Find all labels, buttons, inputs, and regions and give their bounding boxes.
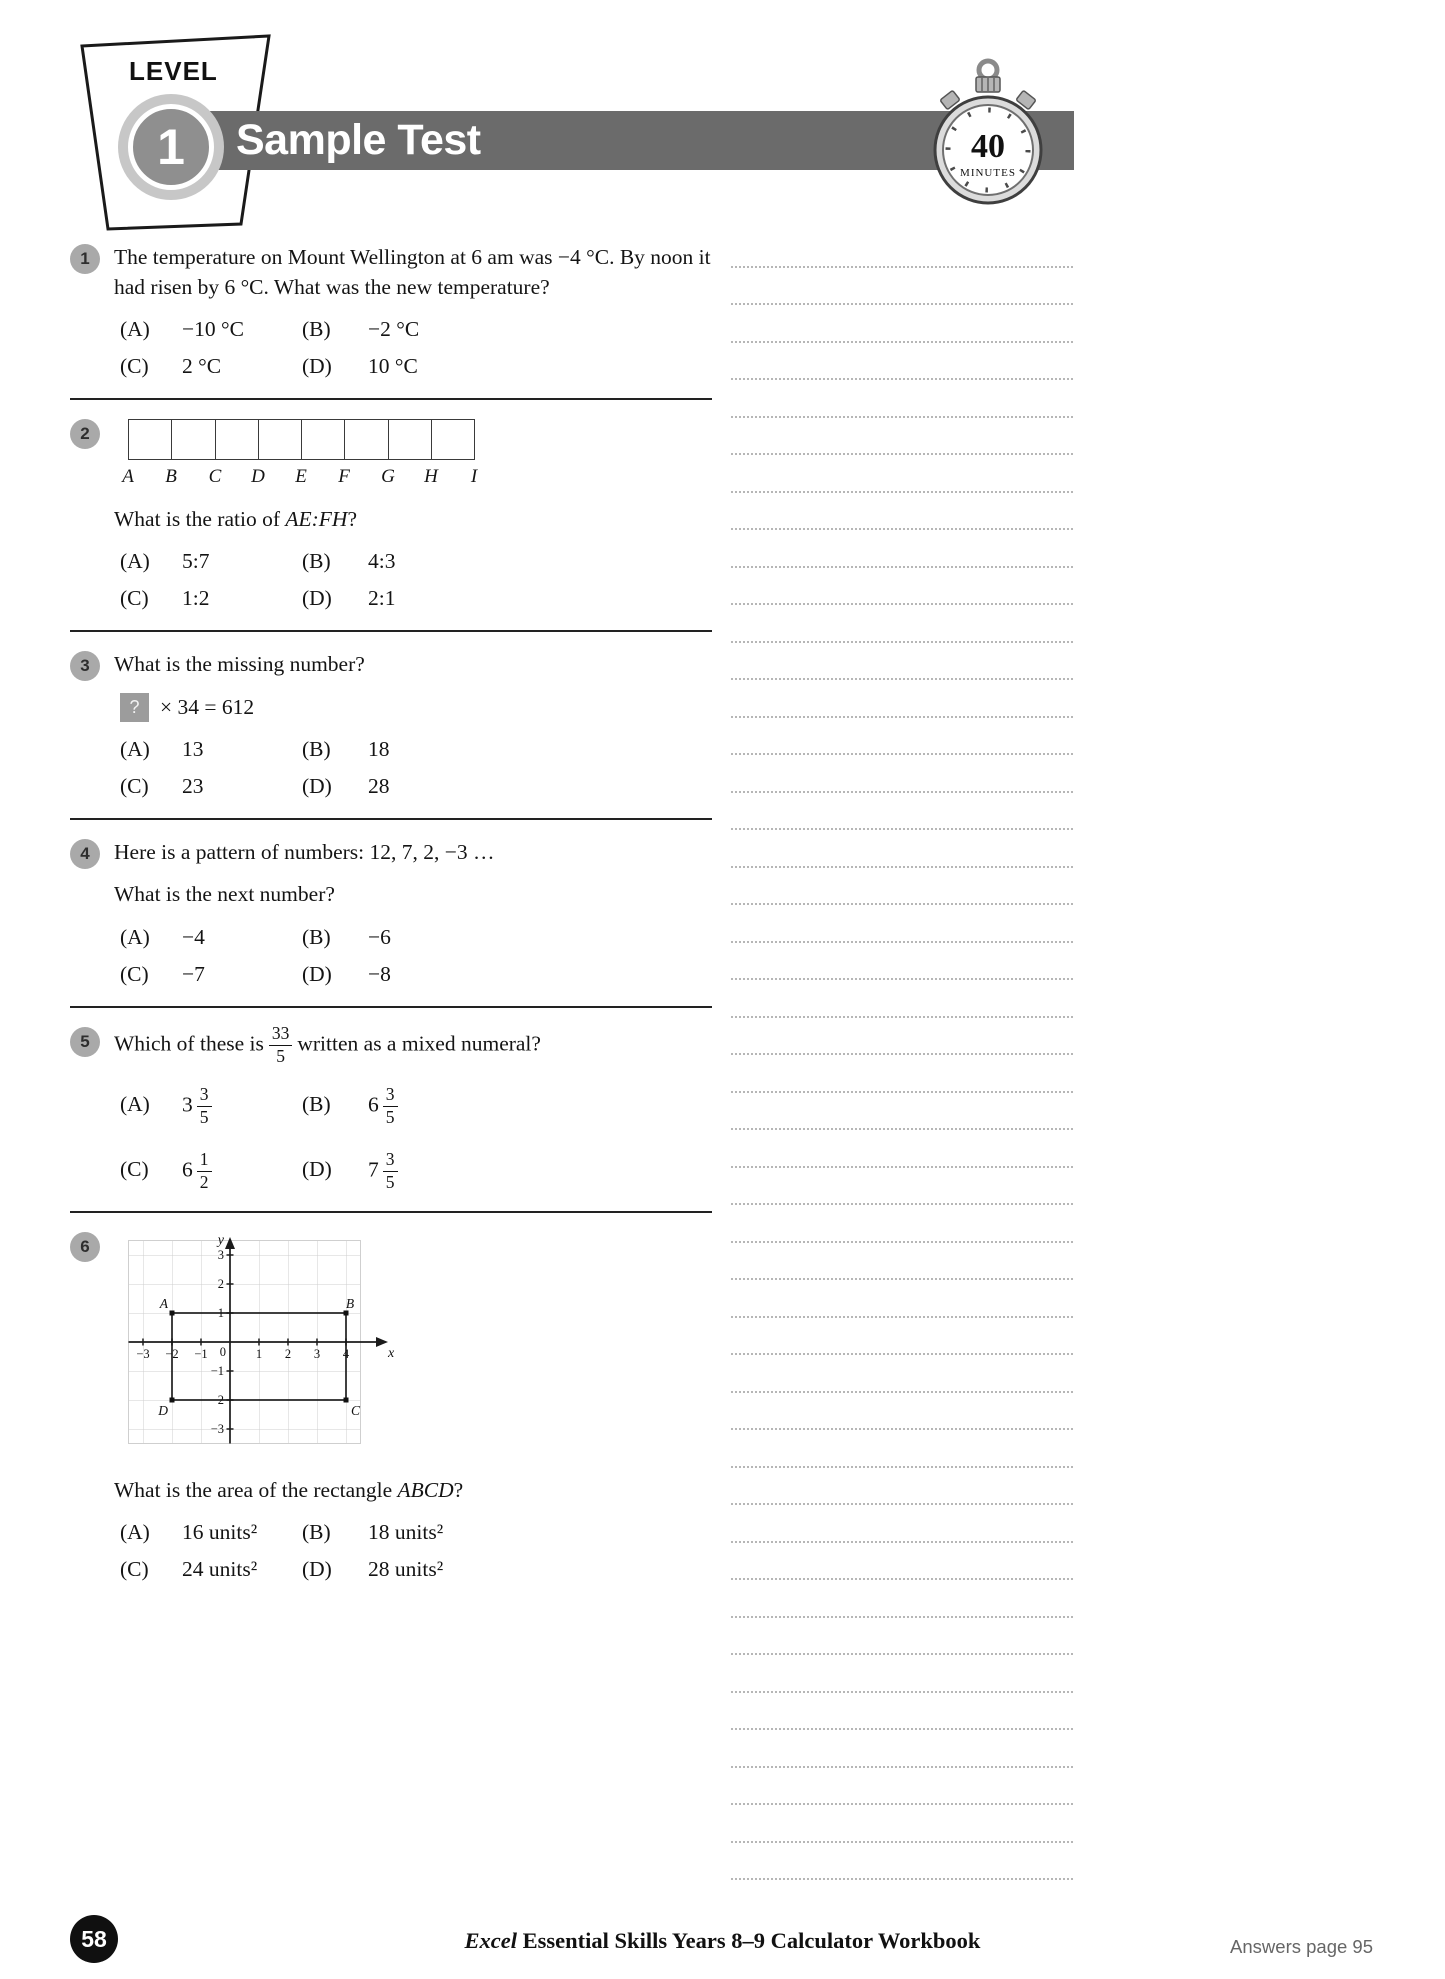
question-separator (70, 818, 712, 820)
question-number: 2 (80, 424, 90, 444)
questions-column (70, 242, 712, 1582)
option-value: 28 (368, 774, 390, 799)
question-body (114, 837, 712, 986)
mixed-fraction (383, 1083, 398, 1128)
option-value: 10 °C (368, 354, 418, 379)
answer-line (731, 718, 1073, 756)
question-text-part: written as a mixed numeral? (297, 1030, 541, 1055)
answer-line (731, 1355, 1073, 1393)
x-tick-label: −1 (194, 1346, 208, 1361)
question-separator (70, 1006, 712, 1008)
fraction-numerator: 3 (197, 1086, 212, 1107)
option-label: (B) (302, 1091, 331, 1116)
question-text-italic: ABCD (397, 1477, 454, 1502)
answer-line (731, 1543, 1073, 1581)
option-value: −6 (368, 924, 391, 949)
options-grid (120, 549, 712, 611)
answer-line (731, 868, 1073, 906)
question-number-badge (70, 839, 100, 869)
question-number-badge (70, 1232, 100, 1262)
option-label: (B) (302, 737, 331, 762)
fraction-numerator: 3 (383, 1086, 398, 1107)
point-C-label: C (351, 1402, 361, 1418)
strip-cell (216, 420, 259, 459)
missing-number-box: ? (120, 693, 149, 722)
timer-unit: MINUTES (960, 167, 1016, 179)
strip-cell (432, 420, 474, 459)
point-D-label: D (158, 1402, 168, 1418)
question-number: 4 (80, 844, 90, 864)
mixed-whole: 6 (368, 1091, 379, 1116)
options-grid (120, 1083, 712, 1193)
question-number-badge (70, 419, 100, 449)
option-value: −7 (182, 961, 205, 986)
strip-cell (302, 420, 345, 459)
option-label: (D) (302, 774, 332, 799)
answer-line (731, 343, 1073, 381)
option-label: (A) (120, 1091, 150, 1116)
y-axis-label: y (217, 1232, 224, 1248)
option-label: (C) (120, 586, 149, 611)
answer-line (731, 1768, 1073, 1806)
answer-line (731, 1693, 1073, 1731)
y-tick-label: 3 (217, 1247, 224, 1262)
question-6 (70, 1230, 712, 1582)
strip-cell (172, 420, 215, 459)
options-grid (120, 317, 712, 379)
book-title-text: Essential Skills Years 8–9 Calculator Workbook (517, 1928, 981, 1953)
answer-line (731, 1168, 1073, 1206)
strip-label: E (295, 466, 307, 488)
mixed-fraction (383, 1148, 398, 1193)
question-text: Here is a pattern of numbers: 12, 7, 2, −3 … (114, 840, 495, 865)
answer-line (731, 380, 1073, 418)
strip-cell (389, 420, 432, 459)
answer-line (731, 980, 1073, 1018)
question-separator (70, 398, 712, 400)
strip-label: I (470, 466, 478, 488)
strip-label: C (208, 466, 222, 488)
option-value: 1:2 (182, 586, 210, 611)
option-label: (B) (302, 924, 331, 949)
x-tick-label: 3 (313, 1346, 321, 1361)
question-number-badge (70, 244, 100, 274)
option-value: 2 °C (182, 354, 222, 379)
level-number-circle (118, 94, 224, 200)
question-text (114, 1022, 712, 1067)
strip-label: B (165, 466, 177, 488)
x-axis-label: x (388, 1345, 395, 1361)
page-title: Sample Test (236, 116, 481, 164)
option-label: (A) (120, 924, 150, 949)
option-value: −8 (368, 961, 391, 986)
coordinate-grid-figure (120, 1230, 712, 1465)
answer-area (731, 230, 1073, 1880)
question-3 (70, 649, 712, 799)
options-grid (120, 737, 712, 799)
answer-line (731, 643, 1073, 681)
answer-line (731, 755, 1073, 793)
point-C-marker (344, 1397, 349, 1402)
answer-line (731, 1318, 1073, 1356)
question-body (114, 242, 712, 379)
level-number: 1 (128, 104, 214, 190)
y-tick-label: −2 (210, 1392, 224, 1407)
option-label: (C) (120, 354, 149, 379)
answer-line (731, 1018, 1073, 1056)
question-separator (70, 1211, 712, 1213)
x-tick-label: −3 (136, 1346, 150, 1361)
answer-line (731, 1430, 1073, 1468)
question-number-badge (70, 1027, 100, 1057)
option-value: 18 (368, 737, 390, 762)
answer-line (731, 943, 1073, 981)
answer-line (731, 230, 1073, 268)
question-text-part: Which of these is (114, 1030, 264, 1055)
point-B-label: B (345, 1295, 355, 1311)
strip-label: F (338, 466, 350, 488)
book-title-brand: Excel (464, 1928, 518, 1953)
answers-page-reference: Answers page 95 (1230, 1936, 1373, 1957)
x-tick-label: 1 (255, 1346, 263, 1361)
answer-line (731, 493, 1073, 531)
question-text: What is the missing number? (114, 652, 365, 677)
point-D-marker (170, 1397, 175, 1402)
option-label: (A) (120, 549, 150, 574)
question-text (114, 504, 712, 534)
mixed-whole: 6 (182, 1156, 193, 1181)
option-label: (D) (302, 586, 332, 611)
option-label: (B) (302, 1519, 331, 1544)
answer-line (731, 680, 1073, 718)
answer-line (731, 1393, 1073, 1431)
book-title (0, 1925, 1445, 1954)
y-tick-label: −1 (210, 1363, 224, 1378)
question-body (114, 649, 712, 799)
option-label: (A) (120, 1519, 150, 1544)
fraction-numerator: 1 (197, 1151, 212, 1172)
question-text: What is the next number? (114, 882, 335, 907)
answer-line (731, 1655, 1073, 1693)
strip-cell (129, 420, 172, 459)
question-text-part: ? (453, 1477, 464, 1502)
y-tick-label: 1 (217, 1305, 224, 1320)
question-body (114, 417, 712, 611)
y-tick-label: 2 (217, 1276, 224, 1291)
answer-line (731, 568, 1073, 606)
answer-line (731, 793, 1073, 831)
question-number-badge (70, 651, 100, 681)
answer-line (731, 530, 1073, 568)
option-label: (D) (302, 961, 332, 986)
level-label: LEVEL (129, 56, 218, 86)
fraction-denominator: 5 (385, 1172, 395, 1193)
answer-line (731, 418, 1073, 456)
answer-line (731, 1730, 1073, 1768)
option-value: 5:7 (182, 549, 210, 574)
point-A-marker (170, 1310, 175, 1315)
answer-line (731, 1618, 1073, 1656)
answer-line (731, 905, 1073, 943)
answer-line (731, 605, 1073, 643)
option-value: 18 units² (368, 1519, 444, 1544)
answer-line (731, 1805, 1073, 1843)
options-grid (120, 1520, 712, 1582)
question-text-part: ? (347, 507, 357, 532)
question-number: 1 (80, 249, 90, 268)
question-4 (70, 837, 712, 986)
question-5 (70, 1022, 712, 1193)
answer-line (731, 1243, 1073, 1281)
strip-cells (128, 419, 475, 460)
option-label: (D) (302, 1556, 332, 1581)
point-A-label: A (159, 1295, 168, 1311)
option-value: 23 (182, 774, 204, 799)
question-text (114, 1475, 712, 1505)
strip-label: A (122, 466, 134, 488)
answer-line (731, 1055, 1073, 1093)
question-number: 6 (80, 1236, 90, 1256)
question-2 (70, 417, 712, 611)
option-label: (A) (120, 737, 150, 762)
option-label: (D) (302, 1156, 332, 1181)
answer-line (731, 1468, 1073, 1506)
x-tick-label: 2 (284, 1346, 292, 1361)
option-label: (C) (120, 1556, 149, 1581)
question-text-part: What is the area of the rectangle (114, 1477, 398, 1502)
option-label: (C) (120, 961, 149, 986)
question-separator (70, 630, 712, 632)
x-axis-arrow (376, 1337, 388, 1347)
page-number: 58 (81, 1925, 107, 1952)
option-value (182, 1148, 302, 1193)
answer-line (731, 1205, 1073, 1243)
fraction-denominator: 5 (385, 1107, 395, 1128)
timer-minutes: 40 (971, 128, 1005, 165)
x-tick-label: 4 (342, 1346, 350, 1361)
mixed-whole: 3 (182, 1091, 193, 1116)
answer-line (731, 1130, 1073, 1168)
improper-fraction (269, 1022, 293, 1067)
question-number: 5 (80, 1031, 90, 1051)
coordinate-grid-diagram (120, 1230, 420, 1465)
answer-line (731, 268, 1073, 306)
answer-line (731, 305, 1073, 343)
option-label: (B) (302, 317, 331, 342)
option-value: 24 units² (182, 1556, 258, 1581)
question-text: The temperature on Mount Wellington at 6 am was −4 °C. By noon it had risen by 6 °C. What was the new temperature? (114, 245, 711, 300)
option-value: −4 (182, 924, 205, 949)
origin-label: 0 (219, 1344, 226, 1359)
question-body (114, 1022, 712, 1193)
equation-row (120, 693, 712, 722)
strip-label: D (251, 466, 265, 488)
option-label: (A) (120, 317, 150, 342)
option-label: (C) (120, 1156, 149, 1181)
question-text-italic: AE:FH (285, 507, 348, 532)
mixed-fraction (197, 1148, 212, 1193)
option-label: (B) (302, 549, 331, 574)
question-body (114, 1230, 712, 1582)
option-value: −10 °C (182, 317, 244, 342)
option-value: −2 °C (368, 317, 420, 342)
answer-line (731, 1505, 1073, 1543)
answer-line (731, 455, 1073, 493)
answer-line (731, 830, 1073, 868)
stopwatch-icon (908, 44, 1068, 210)
option-value: 13 (182, 737, 204, 762)
answer-line (731, 1843, 1073, 1881)
question-number: 3 (80, 656, 90, 676)
segmented-strip-diagram (122, 419, 478, 494)
question-text-part: What is the ratio of (114, 507, 286, 532)
strip-label: H (424, 466, 438, 488)
strip-label: G (381, 466, 395, 488)
strip-cell (259, 420, 302, 459)
option-value (368, 1148, 712, 1193)
option-value (368, 1083, 712, 1128)
point-B-marker (344, 1310, 349, 1315)
fraction-denominator: 5 (276, 1046, 285, 1067)
option-label: (C) (120, 774, 149, 799)
option-label: (D) (302, 354, 332, 379)
fraction-denominator: 5 (199, 1107, 209, 1128)
answer-line (731, 1280, 1073, 1318)
strip-cell (345, 420, 388, 459)
x-tick-label: −2 (165, 1346, 179, 1361)
fraction-denominator: 2 (199, 1172, 209, 1193)
strip-labels (122, 466, 478, 494)
mixed-fraction (197, 1083, 212, 1128)
options-grid (120, 925, 712, 987)
equation-text: × 34 = 612 (160, 695, 255, 720)
question-1 (70, 242, 712, 379)
fraction-numerator: 3 (383, 1151, 398, 1172)
option-value: 2:1 (368, 586, 396, 611)
mixed-whole: 7 (368, 1156, 379, 1181)
option-value: 4:3 (368, 549, 396, 574)
option-value (182, 1083, 302, 1128)
y-tick-label: −3 (210, 1421, 224, 1436)
answer-line (731, 1093, 1073, 1131)
fraction-numerator: 33 (269, 1025, 293, 1046)
option-value: 28 units² (368, 1556, 444, 1581)
answer-line (731, 1580, 1073, 1618)
option-value: 16 units² (182, 1519, 258, 1544)
